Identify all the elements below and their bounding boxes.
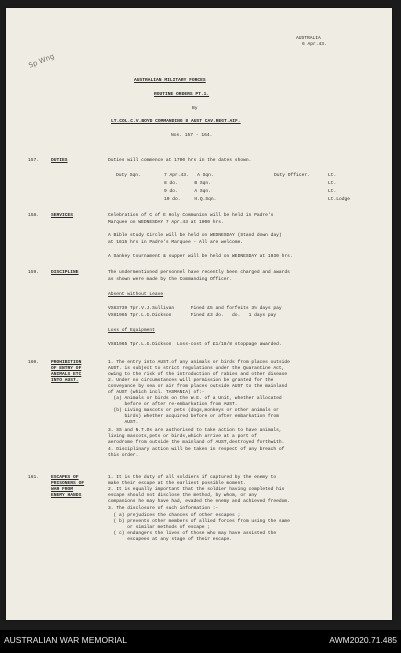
section-heading-duties: DUTIES [51, 158, 68, 163]
order-numbers: Nos. 157 - 164. [171, 133, 213, 138]
duty-row: 10 do. H.Q.Sqn. [164, 197, 217, 202]
duty-officer: Lt. [328, 173, 337, 178]
section-number: 159. [28, 270, 40, 275]
text-line: 4. Disciplinary action will be taken in respect of any breach of [108, 447, 285, 452]
section-text: Duties will commence at 1700 hrs in the dates shown. [108, 158, 252, 163]
text-line: ( c) endangers the lives of those who may have assisted the [108, 531, 277, 536]
section-heading-line: OF ENTRY OF [51, 366, 82, 371]
duty-officer: Lt.Lodge [328, 197, 351, 202]
subheading-loss: Loss of Equipment [108, 328, 155, 333]
org-heading: AUSTRALIAN MILITARY FORCES [134, 78, 206, 83]
text-line: 3. The disclosure of such information :- [108, 506, 219, 511]
duty-officer: Lt. [328, 181, 337, 186]
section-heading-line: ESCAPES OF [51, 475, 79, 480]
text-line: at 1615 hrs in Padre's Marquee - All are welcome. [108, 240, 244, 245]
text-line: 1. The entry into AUST.of any animals or birds from places outside [108, 360, 290, 365]
section-number: 158. [28, 213, 40, 218]
text-line: of AUST (which incl. TASMANIA) of:- [108, 390, 205, 395]
text-line: make their escape at the earliest possible moment. [108, 481, 246, 486]
text-line: living mascots,pets or birds,which arrive at a port of [108, 434, 257, 439]
document-page [6, 8, 392, 620]
duty-officer: Lt. [328, 189, 337, 194]
text-line: Marquee on WEDNESDAY 7 Apr.43 at 1000 hrs. [108, 220, 224, 225]
award-row: VX83739 Tpr.V.J.Sullivan Fined £5 and forfeits 3½ days pay [108, 306, 282, 311]
text-line: 1. It is the duty of all soldiers if captured by the enemy to [108, 475, 277, 480]
award-row: VX81965 Tpr.L.G.Dickson Loss-cost of £1/18/8 stoppage awarded. [108, 342, 282, 347]
section-heading-line: ANIMALS ETC [51, 372, 82, 377]
handwritten-note: Sp Wng [27, 52, 56, 70]
text-line: before or after re-embarkation from AUST. [108, 402, 238, 407]
text-line: 3. SS and N.T.Os are authorised to take action to have animals, [108, 428, 282, 433]
text-line: aerodrome from outside the mainland of AUST,destroyed forthwith. [108, 440, 285, 445]
top-right-line1: AUSTRALIA [296, 36, 321, 41]
section-heading-line: INTO AUST. [51, 378, 79, 383]
section-number: 157. [28, 158, 40, 163]
commander-line: LT.COL.C.V.BOYD COMMANDING 8 AUST CAV.REGT.AIF. [111, 119, 241, 124]
text-line: owing to the risk of the introduction of rabies and other disease [108, 372, 288, 377]
award-row: VX81965 Tpr.L.G.Dickson Fined £3 do. do. 1 days pay [108, 313, 277, 318]
text-line: The undermentioned personnel have recently been charged and awards [108, 270, 290, 275]
text-line: conveyance by sea or air from places outside AUST to the mainland [108, 384, 288, 389]
text-line: as shown were made by the Commanding Officer. [108, 277, 233, 282]
section-number: 161. [28, 475, 40, 480]
text-line: escape should not disclose the method, by whom, or any [108, 493, 257, 498]
text-line: companions he may have had, evaded the enemy and achieved freedom. [108, 499, 290, 504]
text-line: birds) whether acquired before or after embarkation from [108, 414, 279, 419]
section-heading-line: WAR FROM [51, 487, 74, 492]
duty-officer-label: Duty Officer. [274, 173, 310, 178]
duty-row: 8 do. B Sqn. [164, 181, 211, 186]
top-right-date: 6 Apr.43. [302, 42, 327, 47]
archive-footer [0, 630, 401, 653]
section-heading-discipline: DISCIPLINE [51, 270, 79, 275]
text-line: this order. [108, 453, 139, 458]
text-line: escapees at any stage of their escape. [108, 537, 233, 542]
section-heading-line: PROHIBITION [51, 360, 82, 365]
text-line: (a) Animals or birds on the W.E. of a Unit, whether allocated [108, 396, 282, 401]
text-line: (b) Living mascots or pets (dogs,monkeys or other animals or [108, 408, 279, 413]
section-heading-line: ENEMY HANDS [51, 493, 82, 498]
by-line: By [192, 106, 198, 111]
text-line: Celebration of C of E Holy Communion will be held in Padre's [108, 213, 274, 218]
text-line: ( b) prevents other members of allied forces from using the same [108, 519, 290, 524]
text-line: ( a) prejudices the chances of other escapes ; [108, 513, 241, 518]
duty-row: 9 do. A Sqn. [164, 189, 211, 194]
text-line: AUST. [108, 420, 139, 425]
text-line: or similar methods of escape ; [108, 525, 210, 530]
text-line: AUST. is subject to strict regulations under the Quarantine Act, [108, 366, 285, 371]
section-heading-line: PRISONERS OF [51, 481, 85, 486]
footer-accession: AWM2020.71.485 [329, 635, 397, 645]
duty-row: 7 Apr.43. A Sqn. [164, 173, 214, 178]
duty-sqn-label: Duty Sqn. [116, 173, 141, 178]
text-line: 2. Under no circumstances will permission be granted for the [108, 378, 274, 383]
subheading-awol: Absent without Leave [108, 292, 164, 297]
footer-institution: AUSTRALIAN WAR MEMORIAL [4, 635, 127, 645]
section-number: 160. [28, 360, 40, 365]
orders-title: ROUTINE ORDERS PT.1. [154, 92, 210, 97]
text-line: A Bible study Circle will be held on WEDNESDAY (Stand down day) [108, 233, 282, 238]
text-line: 2. It is equally important that the soldier having completed his [108, 487, 285, 492]
text-line: A Sankey tournament & supper will be held on WEDNESDAY at 1930 hrs. [108, 254, 293, 259]
section-heading-services: SERVICES [51, 213, 74, 218]
